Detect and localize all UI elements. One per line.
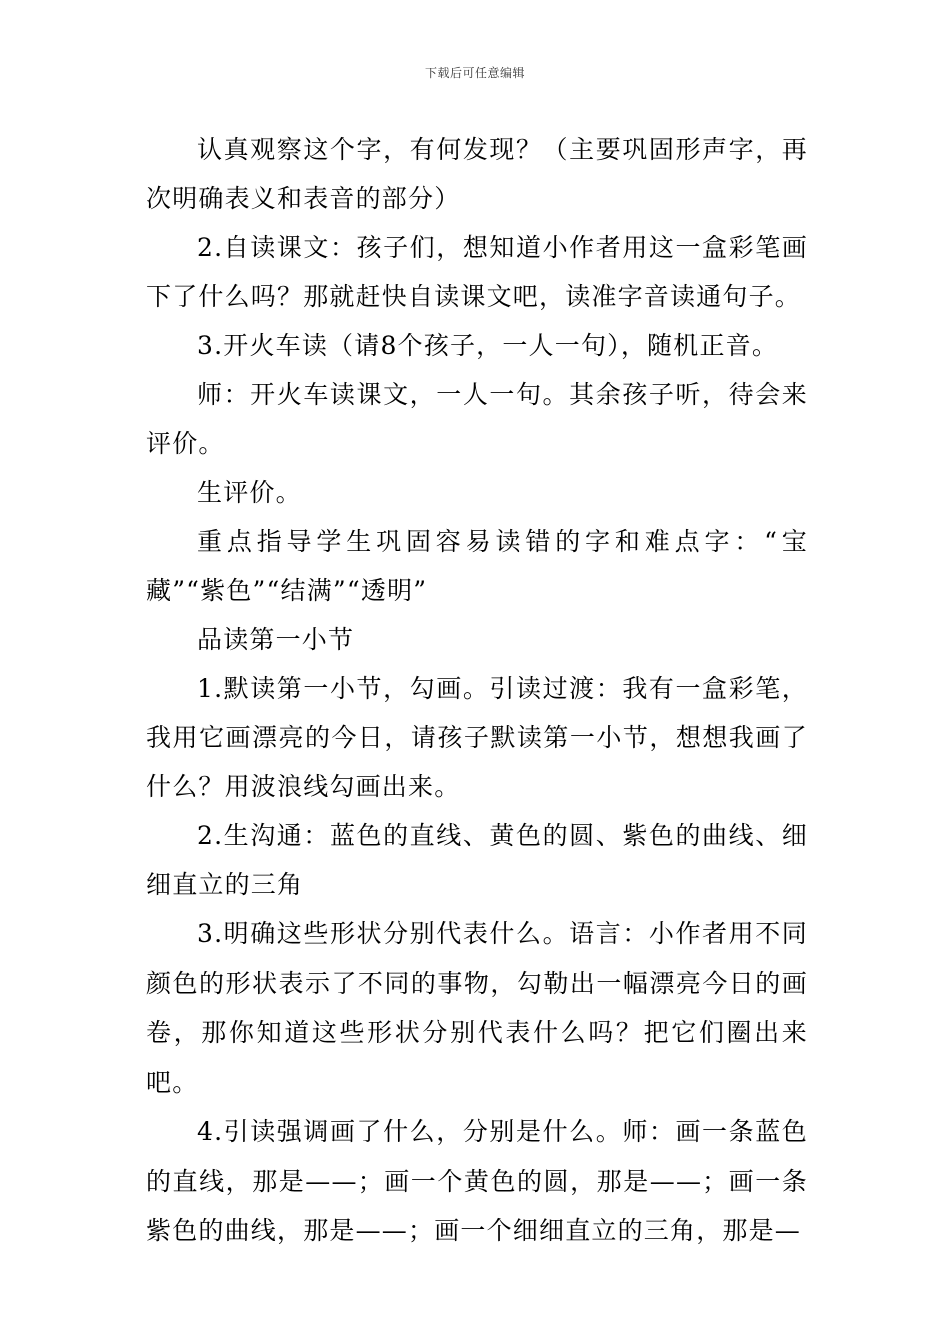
paragraph: 3.开火车读（请8个孩子，一人一句），随机正音。 (197, 331, 779, 360)
paragraph: 师：开火车读课文，一人一句。其余孩子听，待会来评价。 (146, 380, 808, 458)
paragraph: 1.默读第一小节，勾画。引读过渡：我有一盒彩笔，我用它画漂亮的今日，请孩子默读第一小节，想想我画了什么？用波浪线勾画出来。 (146, 674, 808, 801)
document-body (146, 125, 808, 1256)
paragraph: 2.自读课文：孩子们，想知道小作者用这一盒彩笔画下了什么吗？那就赶快自读课文吧，读准字音读通句子。 (146, 233, 808, 311)
paragraph: 生评价。 (197, 478, 302, 507)
paragraph: 4.引读强调画了什么，分别是什么。师：画一条蓝色的直线，那是——；画一个黄色的圆，那是——；画一条紫色的曲线，那是——；画一个细细直立的三角，那是— (146, 1117, 808, 1245)
paragraph: 2.生沟通：蓝色的直线、黄色的圆、紫色的曲线、细细直立的三角 (146, 821, 808, 899)
page-header-note: 下载后可任意编辑 (424, 66, 525, 80)
paragraph: 认真观察这个字，有何发现？（主要巩固形声字，再次明确表义和表音的部分） (146, 135, 808, 213)
paragraph: 重点指导学生巩固容易读错的字和难点字：“宝藏”“紫色”“结满”“透明” (146, 527, 808, 605)
paragraph: 3.明确这些形状分别代表什么。语言：小作者用不同颜色的形状表示了不同的事物，勾勒出一幅漂亮今日的画卷，那你知道这些形状分别代表什么吗？把它们圈出来吧。 (146, 919, 808, 1097)
section-heading: 品读第一小节 (197, 625, 355, 654)
